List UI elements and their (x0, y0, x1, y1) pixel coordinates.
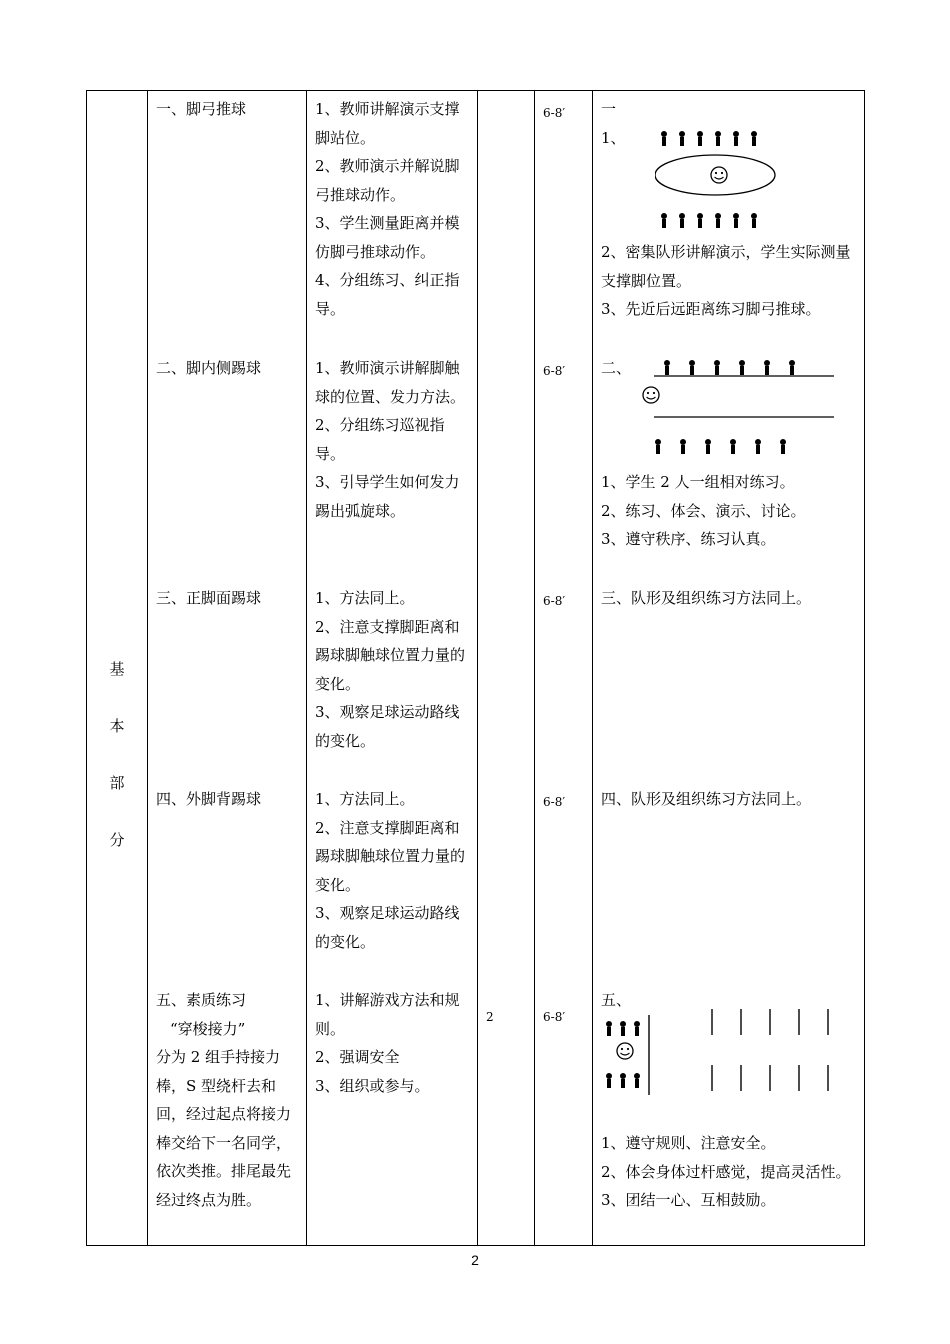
lesson-plan-table (86, 90, 865, 1246)
student-figure-icon (697, 131, 703, 146)
time-value-3: 6-8′ (543, 594, 566, 608)
student-group-top (606, 1021, 640, 1036)
student-figure-icon (661, 131, 667, 146)
teacher-activity-5: 1、讲解游戏方法和规则。 2、强调安全 3、组织或参与。 (315, 991, 460, 1095)
time-value-5: 6-8′ (543, 1010, 566, 1024)
formation-diagram-1 (655, 129, 785, 235)
pole-row-bottom (712, 1065, 828, 1091)
org-heading-5: 五、 (601, 991, 632, 1009)
student-figure-icon (689, 360, 695, 375)
content-item-4: 四、外脚背踢球 (156, 790, 262, 808)
teacher-activity-3: 1、方法同上。 2、注意支撑脚距离和踢球脚触球位置力量的变化。 3、观察足球运动路线的变化。 (315, 589, 466, 750)
student-row-bottom (661, 213, 757, 228)
student-figure-icon (634, 1073, 640, 1088)
student-figure-icon (664, 360, 670, 375)
teacher-activity-1: 1、教师讲解演示支撑脚站位。 2、教师演示并解说脚弓推球动作。 3、学生测量距离并模仿脚弓推球动作。 4、分组练习、纠正指导。 (315, 100, 460, 318)
content-item-2: 二、脚内侧踢球 (156, 359, 262, 377)
content-item-3: 三、正脚面踢球 (156, 589, 262, 607)
student-figure-icon (715, 131, 721, 146)
pole-row-top (712, 1009, 828, 1035)
org-heading-2: 二、 (601, 359, 632, 377)
student-figure-icon (780, 439, 786, 454)
org-notes-4: 四、队形及组织练习方法同上。 (601, 790, 812, 808)
section-label: 基 本 部 分 (109, 660, 125, 849)
time-value-4: 6-8′ (543, 795, 566, 809)
student-figure-icon (730, 439, 736, 454)
student-row-top (661, 131, 757, 146)
count-value: 2 (486, 1010, 494, 1024)
smiley-teacher-icon (617, 1043, 633, 1059)
student-figure-icon (705, 439, 711, 454)
teacher-activity-2: 1、教师演示讲解脚触球的位置、发力方法。 2、分组练习巡视指导。 3、引导学生如何发力踢出弧旋球。 (315, 359, 466, 520)
student-figure-icon (714, 360, 720, 375)
student-figure-icon (789, 360, 795, 375)
student-figure-icon (679, 213, 685, 228)
student-figure-icon (661, 213, 667, 228)
student-figure-icon (679, 131, 685, 146)
student-group-bottom (606, 1073, 640, 1088)
student-figure-icon (751, 131, 757, 146)
count-column (478, 91, 535, 1246)
student-figure-icon (680, 439, 686, 454)
time-column (535, 91, 593, 1246)
student-figure-icon (620, 1073, 626, 1088)
student-figure-icon (755, 439, 761, 454)
student-row-top (664, 360, 795, 375)
formation-diagram-2 (637, 357, 837, 467)
org-notes-2: 1、学生 2 人一组相对练习。 2、练习、体会、演示、讨论。 3、遵守秩序、练习认真。 (601, 473, 806, 548)
org-notes-1: 2、密集队形讲解演示，学生实际测量支撑脚位置。 3、先近后远距离练习脚弓推球。 (601, 243, 851, 318)
student-figure-icon (655, 439, 661, 454)
smiley-teacher-icon (711, 167, 727, 183)
content-item-1: 一、脚弓推球 (156, 100, 247, 118)
time-value-1: 6-8′ (543, 106, 566, 120)
student-row-bottom (655, 439, 786, 454)
student-figure-icon (733, 213, 739, 228)
student-figure-icon (620, 1021, 626, 1036)
page-number: 2 (471, 1252, 479, 1268)
org-heading-1: 一 1、 (601, 100, 626, 147)
content-column (148, 91, 307, 1246)
student-figure-icon (697, 213, 703, 228)
student-figure-icon (634, 1021, 640, 1036)
formation-diagram-5 (603, 1009, 853, 1101)
org-notes-5: 1、遵守规则、注意安全。 2、体会身体过杆感觉，提高灵活性。 3、团结一心、互相鼓励。 (601, 1134, 851, 1209)
circle-formation (655, 155, 775, 195)
student-figure-icon (739, 360, 745, 375)
student-figure-icon (764, 360, 770, 375)
time-value-2: 6-8′ (543, 364, 566, 378)
teacher-activity-column (307, 91, 478, 1246)
organization-column (593, 91, 865, 1246)
student-figure-icon (751, 213, 757, 228)
student-figure-icon (715, 213, 721, 228)
smiley-teacher-icon (643, 387, 659, 403)
student-figure-icon (733, 131, 739, 146)
section-label-cell (87, 91, 148, 1246)
student-figure-icon (606, 1073, 612, 1088)
teacher-activity-4: 1、方法同上。 2、注意支撑脚距离和踢球脚触球位置力量的变化。 3、观察足球运动路线的变化。 (315, 790, 466, 951)
student-figure-icon (606, 1021, 612, 1036)
org-notes-3: 三、队形及组织练习方法同上。 (601, 589, 812, 607)
content-item-5: 五、素质练习 “穿梭接力” 分为 2 组手持接力棒，S 型绕杆去和回，经过起点将接力棒交给下一名同学，依次类推。排尾最先经过终点为胜。 (156, 991, 292, 1209)
